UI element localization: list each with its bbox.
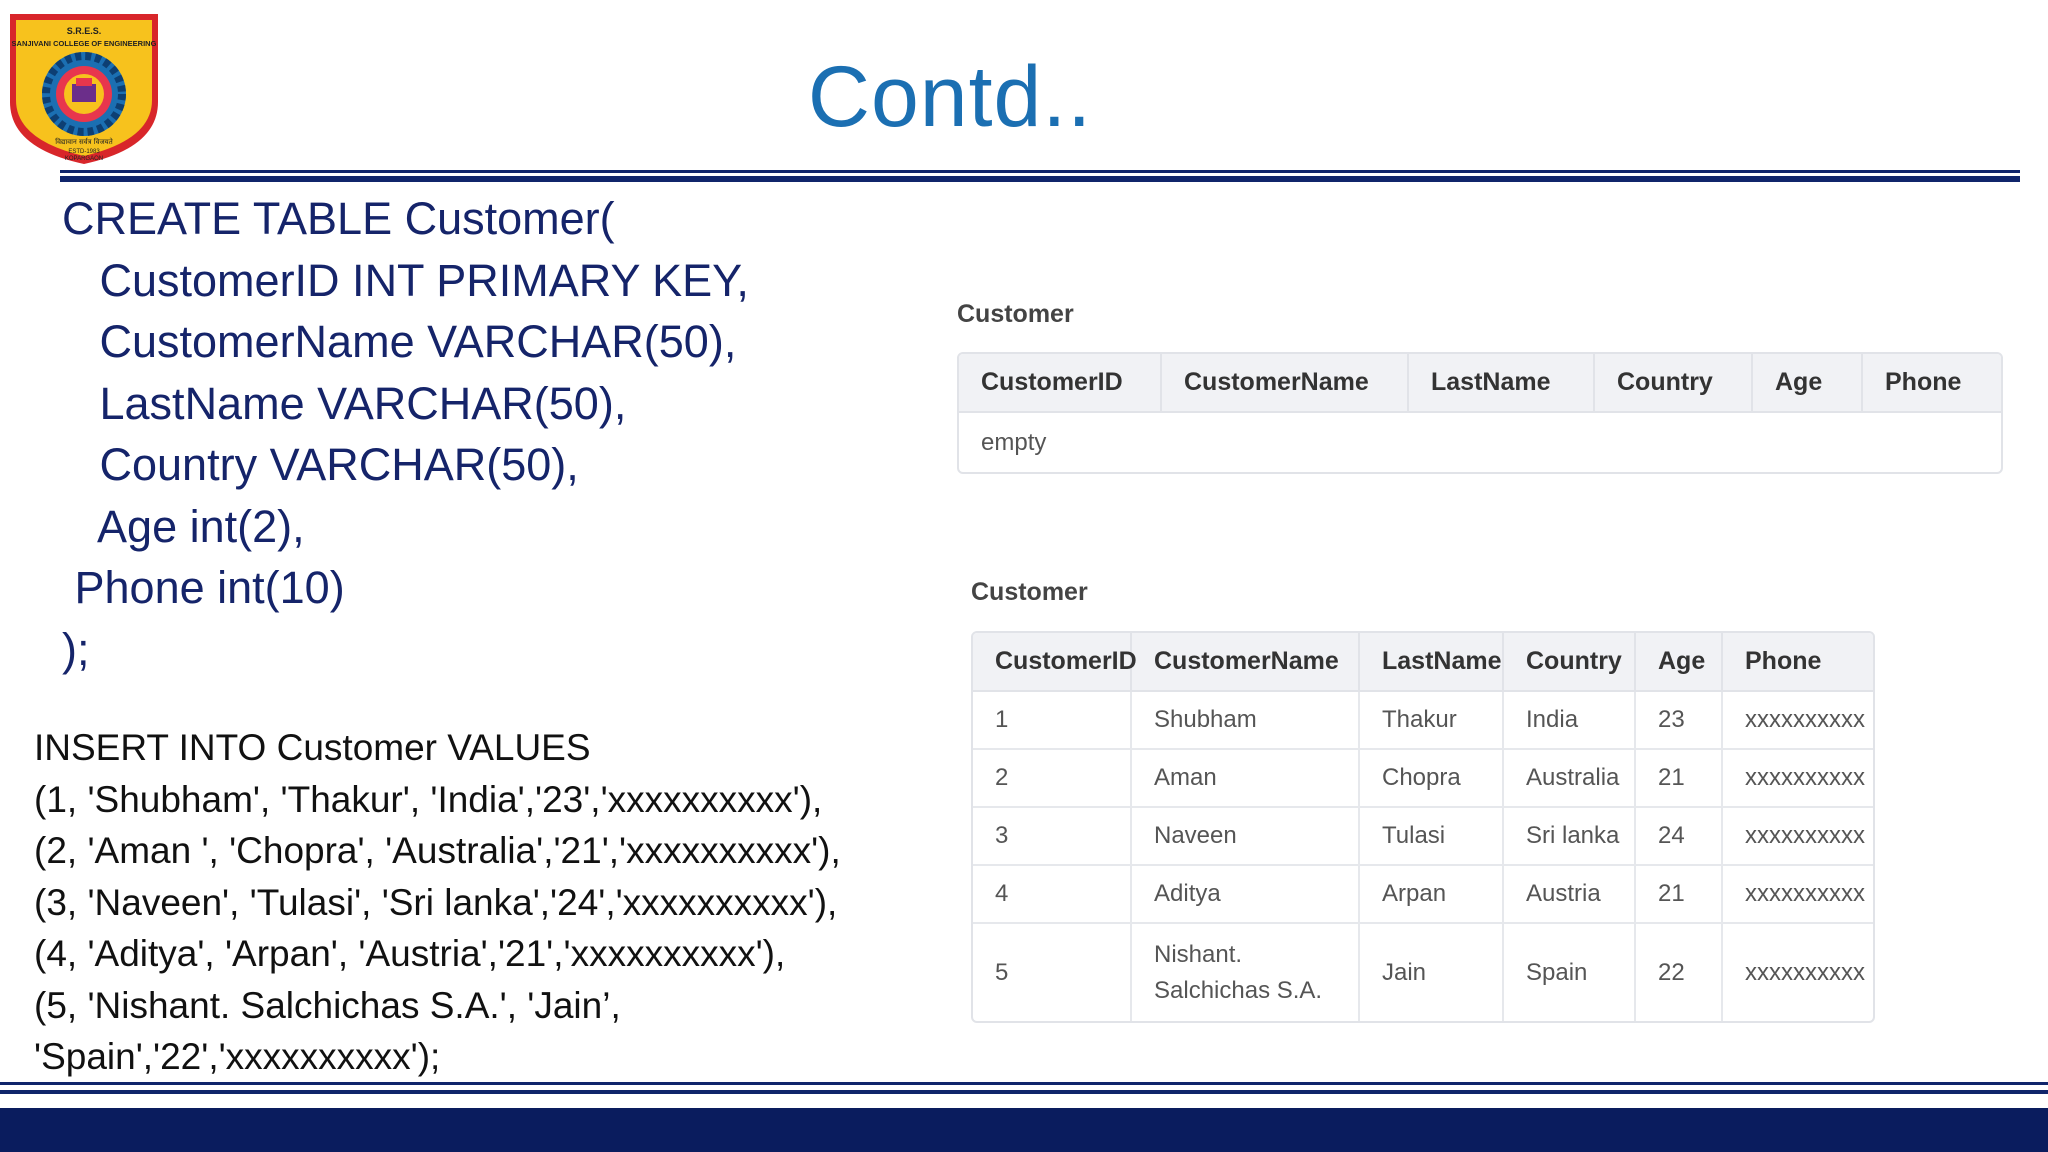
- column-header: CustomerName: [1161, 354, 1408, 412]
- table-cell: 2: [973, 749, 1131, 807]
- column-header: CustomerID: [959, 354, 1161, 412]
- table-cell: Arpan: [1359, 865, 1503, 923]
- table-cell: xxxxxxxxxx: [1722, 865, 1873, 923]
- table-cell: xxxxxxxxxx: [1722, 807, 1873, 865]
- create-sql-line: Age int(2),: [62, 500, 305, 552]
- table-cell: Jain: [1359, 923, 1503, 1021]
- table-row: [973, 749, 1873, 807]
- column-header: CustomerName: [1131, 633, 1359, 691]
- table-cell: xxxxxxxxxx: [1745, 958, 1865, 986]
- create-sql-line: );: [62, 623, 90, 675]
- insert-sql-line: (4, 'Aditya', 'Arpan', 'Austria','21','xxxxxxxxxx'),: [34, 933, 786, 974]
- table-cell: 23: [1635, 691, 1722, 749]
- column-header: Country: [1503, 633, 1635, 691]
- column-header: Country: [1594, 354, 1752, 412]
- table-row: [973, 807, 1873, 865]
- table-cell: Spain: [1503, 923, 1635, 1021]
- table-cell: Aditya: [1131, 865, 1359, 923]
- logo-text-top: S.R.E.S.: [66, 26, 102, 36]
- footer-divider-thin: [0, 1082, 2048, 1085]
- column-header: LastName: [1408, 354, 1594, 412]
- filled-table-caption: Customer: [971, 578, 1088, 606]
- create-sql-line: CustomerID INT PRIMARY KEY,: [62, 254, 749, 306]
- table-cell: xxxxxxxxxx: [1722, 749, 1873, 807]
- table-cell: Nishant. Salchichas S.A.: [1131, 923, 1359, 1021]
- table-cell: Naveen: [1131, 807, 1359, 865]
- insert-sql-line: INSERT INTO Customer VALUES: [34, 727, 591, 768]
- empty-table-caption: Customer: [957, 300, 1074, 328]
- insert-sql-line: (5, 'Nishant. Salchichas S.A.', 'Jain’,: [34, 984, 621, 1026]
- table-cell: Chopra: [1359, 749, 1503, 807]
- create-table-sql: [62, 188, 749, 680]
- create-sql-line: Phone int(10): [62, 562, 345, 613]
- table-cell: xxxxxxxxxx: [1722, 691, 1873, 749]
- insert-into-sql: [34, 722, 841, 1083]
- logo-text-estd: ESTD-1983: [68, 149, 100, 155]
- insert-sql-line: (1, 'Shubham', 'Thakur', 'India','23','xxxxxxxxxx'),: [34, 778, 823, 820]
- table-cell: Thakur: [1359, 691, 1503, 749]
- table-cell: Austria: [1503, 865, 1635, 923]
- table-cell: Australia: [1503, 749, 1635, 807]
- table-cell: India: [1503, 691, 1635, 749]
- table-cell: Sri lanka: [1503, 807, 1635, 865]
- column-header: Age: [1635, 633, 1722, 691]
- insert-sql-line: (2, 'Aman ', 'Chopra', 'Australia','21','xxxxxxxxxx'),: [34, 830, 841, 871]
- footer-divider-mid: [0, 1090, 2048, 1094]
- table-cell: 3: [973, 807, 1131, 865]
- create-sql-line: CREATE TABLE Customer(: [62, 193, 615, 244]
- table-cell: Tulasi: [1359, 807, 1503, 865]
- header-divider-thick: [60, 176, 2020, 182]
- table-row: [973, 691, 1873, 749]
- logo-text-name: SANJIVANI COLLEGE OF ENGINEERING: [11, 39, 157, 48]
- insert-sql-line: (3, 'Naveen', 'Tulasi', 'Sri lanka','24','xxxxxxxxxx'),: [34, 881, 838, 923]
- table-cell: 24: [1635, 807, 1722, 865]
- table-cell: 21: [1635, 865, 1722, 923]
- table-row: [973, 923, 1873, 1021]
- create-sql-line: LastName VARCHAR(50),: [62, 377, 627, 429]
- filled-customer-table: [971, 631, 1875, 1023]
- table-cell: Aman: [1131, 749, 1359, 807]
- create-sql-line: Country VARCHAR(50),: [62, 439, 579, 490]
- footer-bar: [0, 1108, 2048, 1152]
- table-cell: 1: [973, 691, 1131, 749]
- table-cell: 21: [1635, 749, 1722, 807]
- slide-title: Contd..: [807, 49, 1093, 145]
- table-row: [973, 865, 1873, 923]
- column-header: Phone: [1862, 354, 2001, 412]
- header-divider-thin: [60, 170, 2020, 173]
- table-cell: 4: [973, 865, 1131, 923]
- column-header: Age: [1752, 354, 1862, 412]
- insert-sql-line: 'Spain','22','xxxxxxxxxx');: [34, 1036, 441, 1077]
- column-header: LastName: [1359, 633, 1503, 691]
- column-header: CustomerID: [973, 633, 1131, 691]
- empty-customer-table: [957, 352, 2003, 474]
- table-cell: Shubham: [1131, 691, 1359, 749]
- logo-text-motto: विद्यावान सर्वत्र विजयते: [55, 138, 113, 146]
- table-cell: 22: [1635, 923, 1722, 1021]
- create-sql-line: CustomerName VARCHAR(50),: [62, 316, 737, 367]
- column-header: Phone: [1722, 633, 1873, 691]
- empty-placeholder: empty: [981, 428, 1047, 456]
- logo-text-place: KOPARGAON: [64, 156, 104, 162]
- table-cell: 5: [973, 923, 1131, 1021]
